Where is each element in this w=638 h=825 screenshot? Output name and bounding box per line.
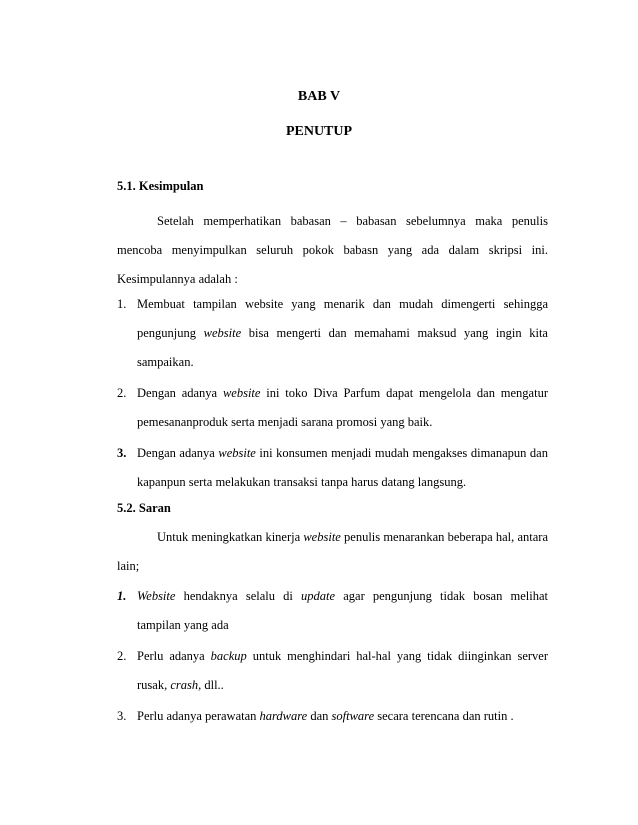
- item-text-italic: website: [222, 386, 261, 400]
- intro-text-italic: website: [303, 530, 341, 544]
- list-number: 1.: [117, 589, 127, 603]
- item-text: ini konsumen menjadi mudah mengakses dimanapun dan kapanpun serta melakukan transaksi tanpa harus datang langsung.: [137, 446, 548, 489]
- item-text: ini toko Diva Parfum dapat mengelola dan mengatur pemesananproduk serta menjadi sarana promosi yang baik.: [137, 386, 548, 429]
- item-text-italic: hardware: [259, 709, 308, 723]
- item-text: Perlu adanya perawatan: [137, 709, 260, 723]
- chapter-title: PENUTUP: [285, 124, 353, 139]
- suggestion-item-1: [117, 582, 548, 640]
- conclusion-item-3: [117, 439, 548, 497]
- intro-text: penulis menarankan beberapa hal, antara lain;: [117, 530, 548, 573]
- list-number: 3.: [117, 446, 127, 460]
- conclusion-item-1: [117, 290, 548, 377]
- suggestion-item-3: [117, 702, 548, 731]
- item-text-italic: crash: [170, 678, 199, 692]
- intro-text: Untuk meningkatkan kinerja: [157, 530, 304, 544]
- conclusion-intro-paragraph: Setelah memperhatikan babasan – babasan sebelumnya maka penulis mencoba menyimpulkan seluruh pokok babasn yang ada dalam skripsi ini. Kesimpulannya adalah :: [117, 214, 548, 286]
- list-number: 3.: [117, 709, 127, 723]
- item-text: dan: [307, 709, 332, 723]
- item-text: untuk menghindari hal-hal yang tidak diinginkan server rusak,: [137, 649, 549, 692]
- item-text-italic: website: [218, 446, 256, 460]
- item-text: Membuat tampilan website yang menarik dan mudah dimengerti sehingga pengunjung: [137, 297, 548, 340]
- suggestion-intro-paragraph: [117, 523, 548, 581]
- item-text-italic: Website: [137, 589, 176, 603]
- chapter-heading: BAB V: [297, 89, 341, 104]
- item-text-italic: software: [331, 709, 375, 723]
- list-number: 2.: [117, 386, 127, 400]
- item-text-italic: update: [301, 589, 336, 603]
- section-heading-kesimpulan: 5.1. Kesimpulan: [117, 179, 204, 193]
- item-text: Dengan adanya: [137, 386, 223, 400]
- item-text-italic: backup: [210, 649, 247, 663]
- item-text: hendaknya selalu di: [175, 589, 302, 603]
- item-text: secara terencana dan rutin .: [374, 709, 514, 723]
- suggestion-item-2: [117, 642, 548, 700]
- section-heading-saran: 5.2. Saran: [117, 501, 171, 515]
- list-number: 1.: [117, 297, 127, 311]
- conclusion-item-2: [117, 379, 548, 437]
- conclusion-list: [117, 290, 548, 497]
- suggestion-list: [117, 582, 548, 731]
- item-text: agar pengunjung tidak bosan melihat tampilan yang ada: [137, 589, 548, 632]
- list-number: 2.: [117, 649, 127, 663]
- item-text: bisa mengerti dan memahami maksud yang ingin kita sampaikan.: [137, 326, 548, 369]
- item-text-italic: website: [203, 326, 242, 340]
- item-text: Dengan adanya: [137, 446, 219, 460]
- item-text: Perlu adanya: [137, 649, 211, 663]
- item-text: , dll..: [198, 678, 224, 692]
